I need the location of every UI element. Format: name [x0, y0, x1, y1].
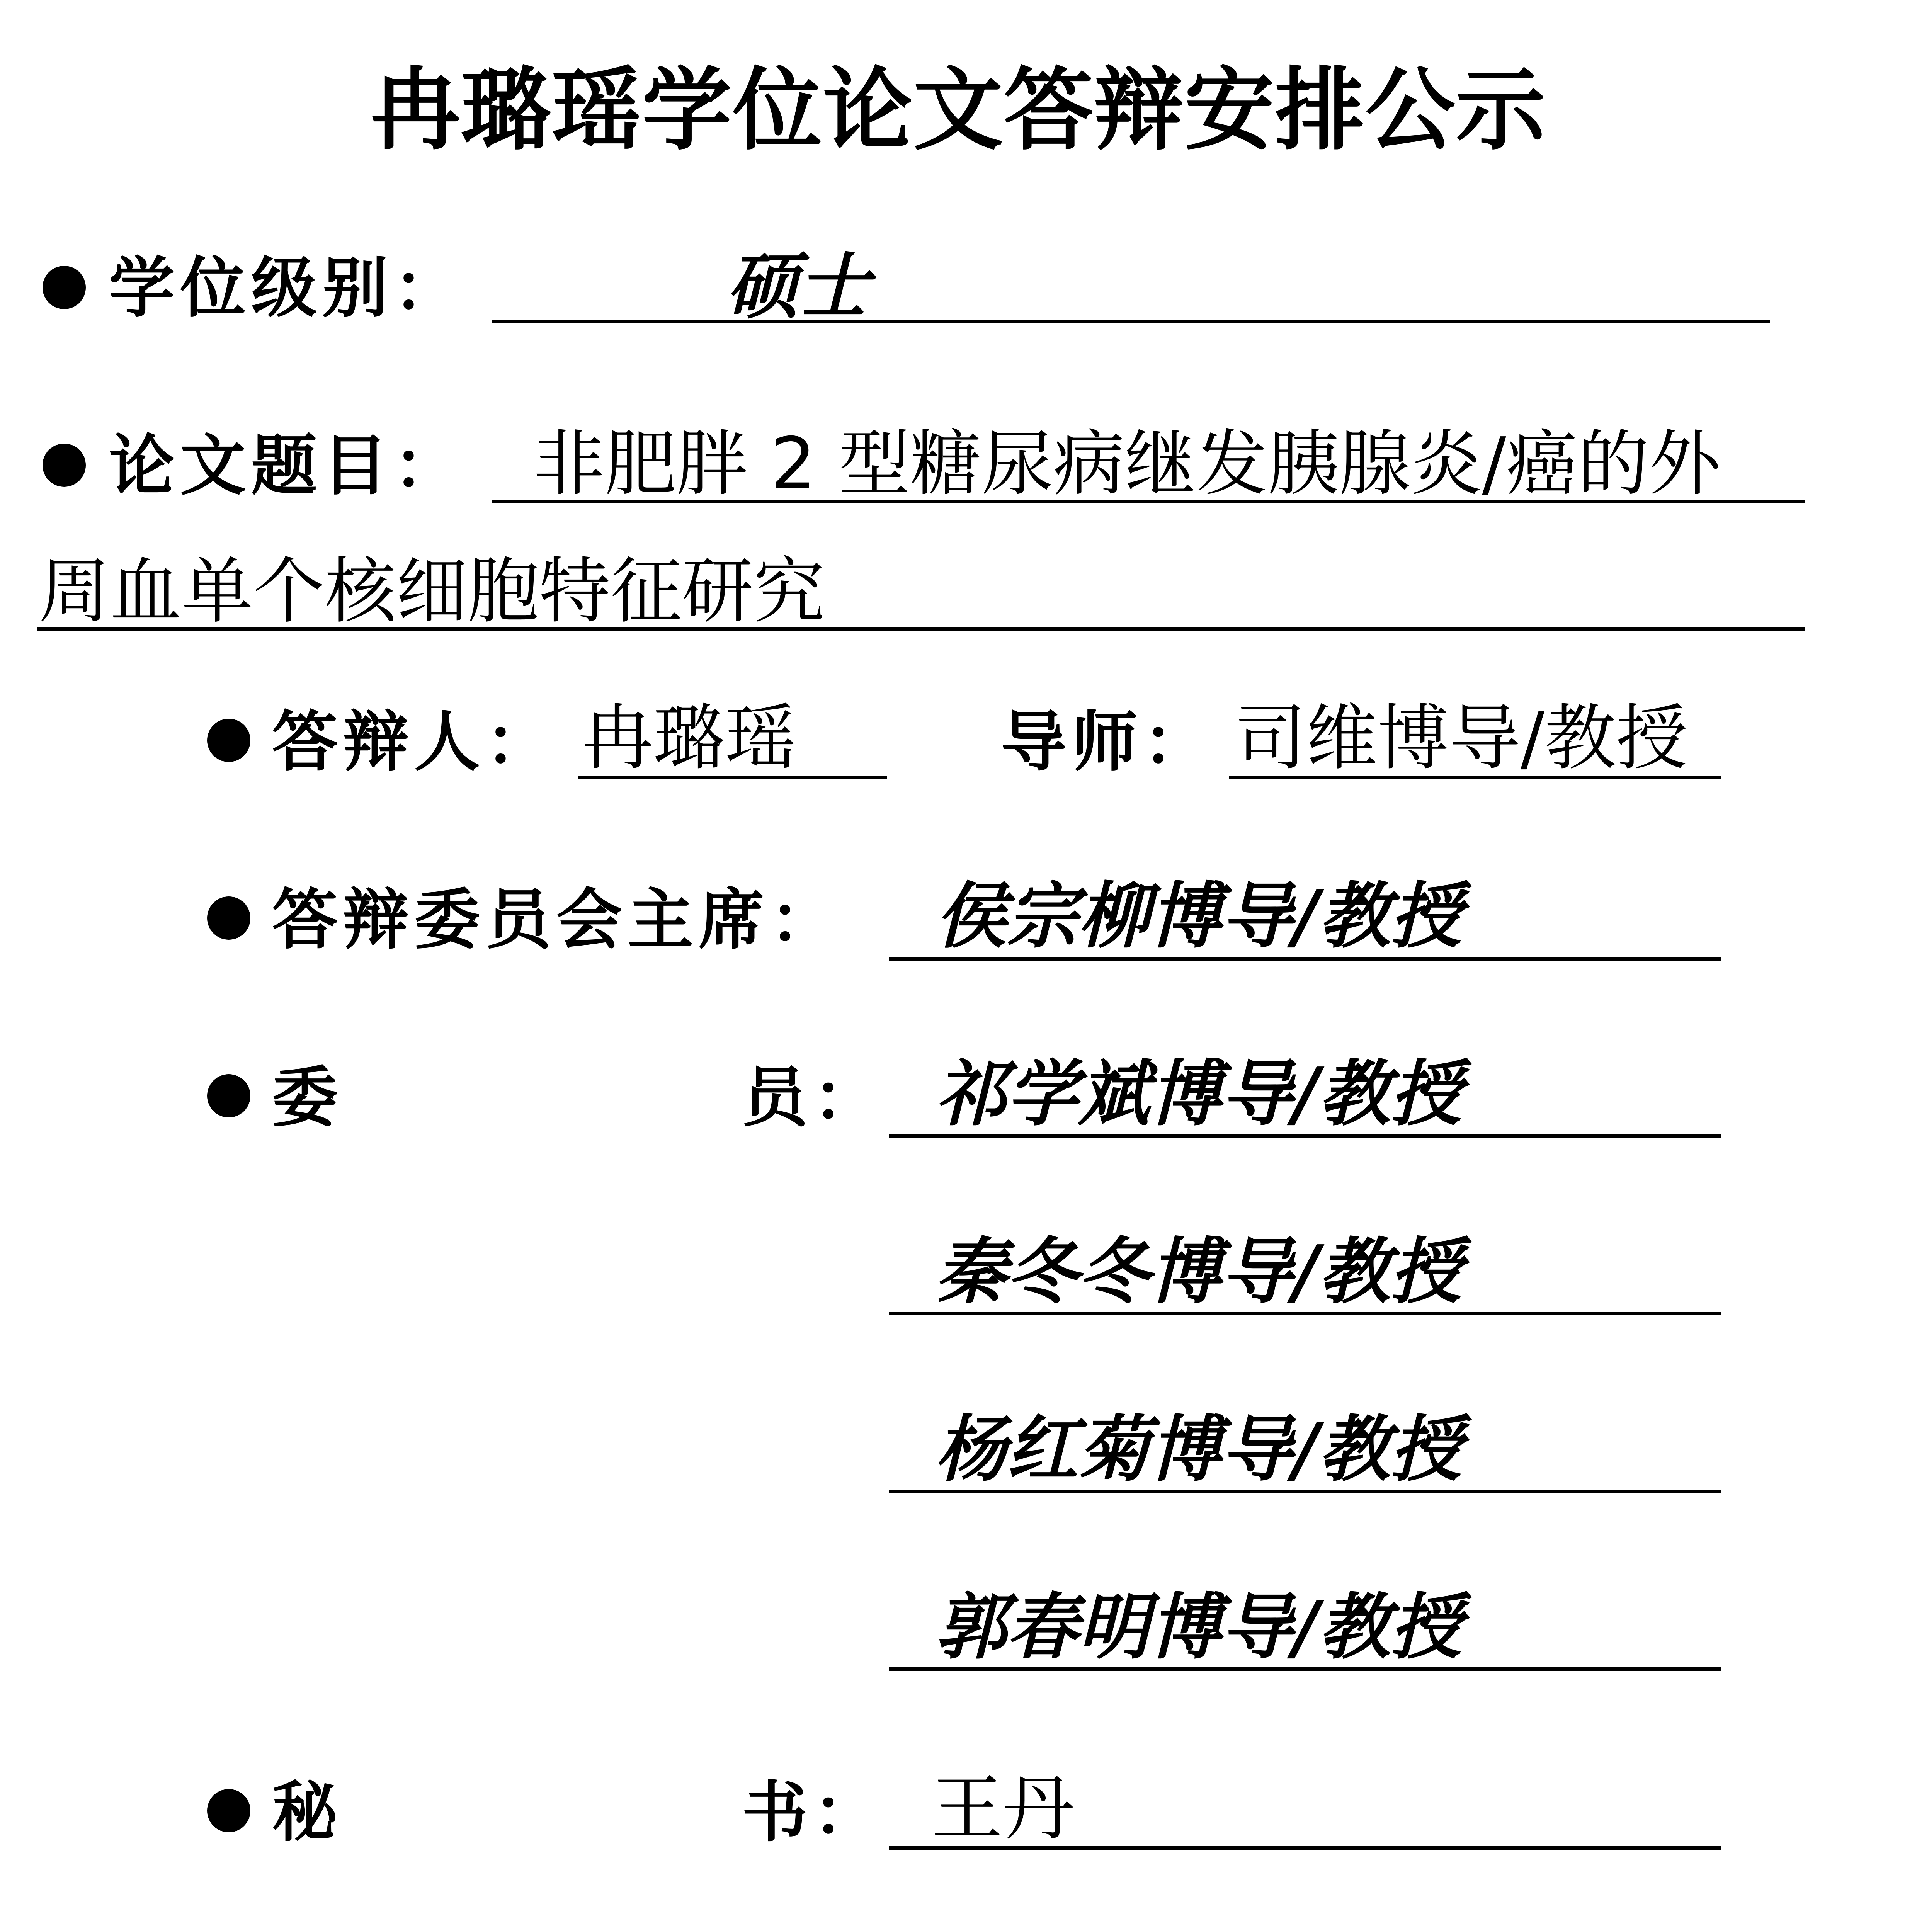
- thesis-underline-2: [37, 627, 1805, 631]
- page-title: 冉璐瑶学位论文答辩安排公示: [371, 58, 1546, 162]
- bullet-icon: [207, 896, 250, 940]
- advisor-label: 导师：: [1001, 703, 1214, 781]
- thesis-title-line1: 非肥胖 2 型糖尿病继发胰腺炎/癌的外: [533, 422, 1721, 505]
- degree-label: 学位级别：: [109, 249, 465, 327]
- member-3: 杨红菊博导/教授: [935, 1407, 1462, 1491]
- bullet-icon: [207, 719, 250, 762]
- thesis-underline-1: [492, 500, 1805, 503]
- member-1-underline: [889, 1134, 1721, 1138]
- defender-value: 冉璐瑶: [582, 696, 796, 780]
- member-2: 秦冬冬博导/教授: [935, 1229, 1462, 1313]
- thesis-title-line2: 周血单个核细胞特征研究: [39, 549, 825, 633]
- secretary-underline: [889, 1846, 1721, 1850]
- defender-label: 答辩人：: [272, 703, 557, 781]
- members-label-right: 员：: [742, 1059, 885, 1136]
- member-4-underline: [889, 1667, 1721, 1671]
- bullet-icon: [207, 1074, 250, 1117]
- bullet-icon: [43, 444, 86, 487]
- degree-value: 硕士: [726, 244, 869, 328]
- advisor-value: 司维博导/教授: [1235, 696, 1688, 780]
- degree-underline: [492, 320, 1770, 323]
- bullet-icon: [207, 1789, 250, 1832]
- member-2-underline: [889, 1312, 1721, 1315]
- secretary-label-left: 秘: [272, 1774, 344, 1851]
- bullet-icon: [43, 266, 86, 309]
- member-1: 祁学斌博导/教授: [935, 1051, 1462, 1136]
- chair-value: 侯宗柳博导/教授: [935, 874, 1462, 958]
- members-label-left: 委: [272, 1059, 344, 1136]
- secretary-value: 王丹: [931, 1767, 1074, 1850]
- chair-underline: [889, 957, 1721, 961]
- defender-underline: [578, 776, 887, 779]
- secretary-label-right: 书：: [742, 1774, 885, 1851]
- member-4: 郭春明博导/教授: [935, 1585, 1462, 1669]
- member-3-underline: [889, 1490, 1721, 1493]
- chair-label: 答辩委员会主席：: [272, 881, 841, 958]
- advisor-underline: [1229, 776, 1721, 779]
- thesis-label: 论文题目：: [109, 427, 465, 504]
